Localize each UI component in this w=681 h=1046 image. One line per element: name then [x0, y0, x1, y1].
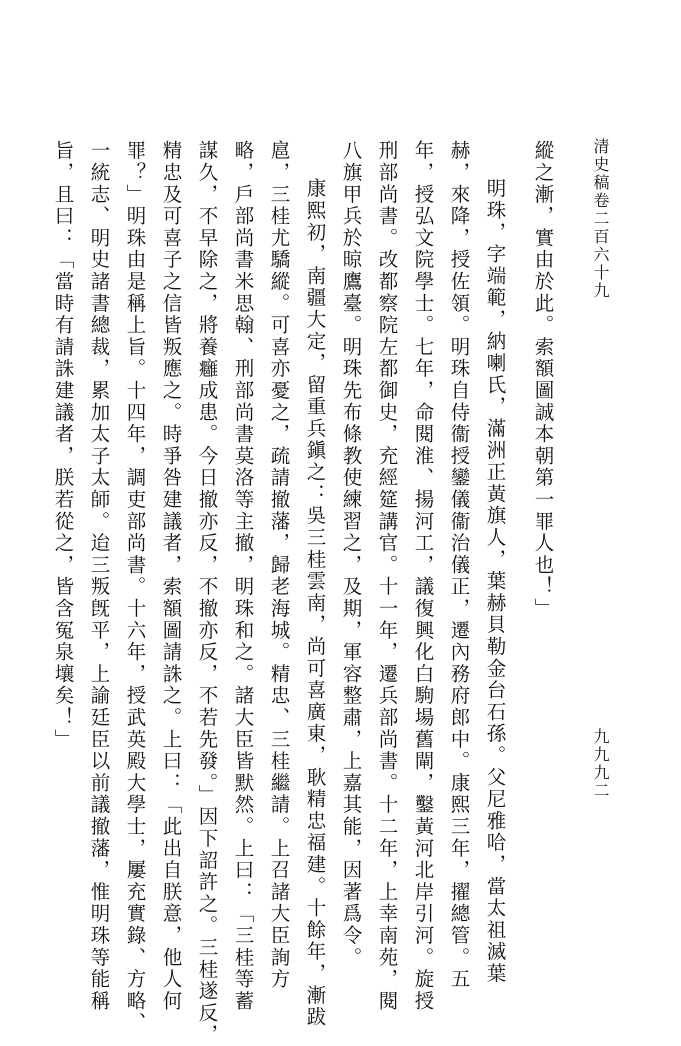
text-column: 罪？」明珠由是稱上旨。十四年，調吏部尚書。十六年，授武英殿大學士，屢充實錄、方略、	[123, 140, 147, 1034]
running-header: 清史稿卷二百六十九	[591, 138, 610, 300]
text-column: 扈，三桂尤驕縱。可喜亦憂之，疏請撤藩，歸老海城。精忠、三桂繼請。上召諸大臣詢方	[267, 140, 291, 991]
text-column: 一統志、明史諸書總裁，累加太子太師。迨三叛旣平，上諭廷臣以前議撤藩，惟明珠等能稱	[87, 140, 111, 1012]
text-column: 略，戶部尚書米思翰、刑部尚書莫洛等主撤，明珠和之。諸大臣皆默然。上曰：「三桂等蓄	[231, 140, 255, 1012]
text-column: 精忠及可喜子之信皆叛應之。時爭咎建議者，索額圖請誅之。上曰：「此出自朕意，他人何	[159, 140, 183, 1012]
text-column: 縱之漸，實由於此。索額圖誠本朝第一罪人也！」	[531, 140, 555, 620]
text-column: 明珠，字端範，納喇氏，滿洲正黃旗人，葉赫貝勒金台石孫。父尼雅哈，當太祖滅葉	[483, 178, 507, 985]
text-column: 年，授弘文院學士。七年，命閱淮、揚河工，議復興化白駒場舊閘，鑿黃河北岸引河。旋授	[411, 140, 435, 1012]
text-column: 康熙初，南疆大定，留重兵鎭之：吳三桂雲南，尚可喜廣東，耿精忠福建。十餘年，漸跋	[303, 178, 327, 1029]
page-number: 九九九二	[591, 728, 610, 800]
text-column: 八旗甲兵於晾鷹臺。明珠先布條教使練習之，及期，軍容整肅，上嘉其能，因著爲令。	[339, 140, 363, 969]
text-column: 刑部尚書。改都察院左都御史，充經筵講官。十一年，遷兵部尚書。十二年，上幸南苑，閱	[375, 140, 399, 1012]
text-column: 旨，且曰：「當時有請誅建議者，朕若從之，皆含冤泉壤矣！」	[51, 140, 75, 751]
text-column: 赫，來降，授佐領。明珠自侍衞授鑾儀衞治儀正，遷內務府郎中。康熙三年，擢總管。五	[447, 140, 471, 991]
text-column: 謀久，不早除之，將養癰成患。今日撤亦反，不撤亦反，不若先發。」因下詔許之。三桂遂反，	[195, 140, 219, 1046]
